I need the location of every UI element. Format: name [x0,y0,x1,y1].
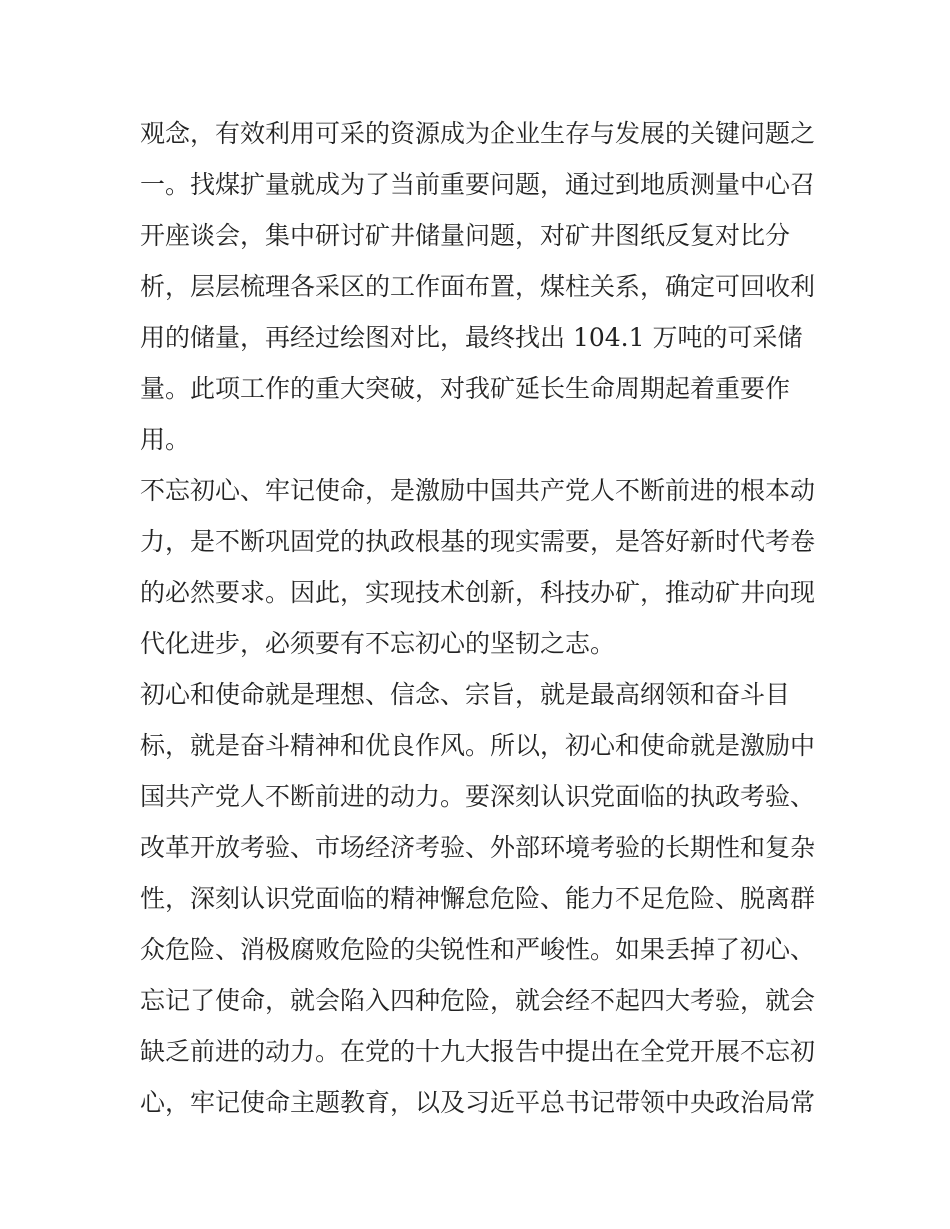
paragraph-2-line-1: 不忘初心、牢记使命，是激励中国共产党人不断前进的根本动 [140,476,816,505]
paragraph-3-line-1: 初心和使命就是理想、信念、宗旨，就是最高纲领和奋斗目 [140,680,791,709]
paragraph-1-line-6: 量。此项工作的重大突破，对我矿延长生命周期起着重要作 [140,374,791,403]
paragraph-3-line-4: 改革开放考验、市场经济考验、外部环境考验的长期性和复杂 [140,833,816,862]
paragraph-2-line-3: 的必然要求。因此，实现技术创新，科技办矿，推动矿井向现 [140,578,816,607]
paragraph-1-line-2: 一。找煤扩量就成为了当前重要问题，通过到地质测量中心召 [140,170,816,199]
paragraph-3-line-7: 忘记了使命，就会陷入四种危险，就会经不起四大考验，就会 [140,986,816,1015]
paragraph-3-line-9: 心，牢记使命主题教育，以及习近平总书记带领中央政治局常 [140,1088,816,1117]
paragraph-2-line-2: 力，是不断巩固党的执政根基的现实需要，是答好新时代考卷 [140,527,816,556]
paragraph-1-line-7: 用。 [140,425,191,454]
paragraph-3-line-6: 众危险、消极腐败危险的尖锐性和严峻性。如果丢掉了初心、 [140,935,816,964]
paragraph-1-line-4: 析，层层梳理各采区的工作面布置，煤柱关系，确定可回收利 [140,272,816,301]
paragraph-1-line-1: 观念，有效利用可采的资源成为企业生存与发展的关键问题之 [140,119,816,148]
document-body [140,108,815,1128]
paragraph-1-line-5: 用的储量，再经过绘图对比，最终找出 104.1 万吨的可采储 [140,323,803,352]
paragraph-1-line-3: 开座谈会，集中研讨矿井储量问题，对矿井图纸反复对比分 [140,221,791,250]
paragraph-3-line-3: 国共产党人不断前进的动力。要深刻认识党面临的执政考验、 [140,782,816,811]
paragraph-3-line-5: 性，深刻认识党面临的精神懈怠危险、能力不足危险、脱离群 [140,884,816,913]
paragraph-3-line-2: 标，就是奋斗精神和优良作风。所以，初心和使命就是激励中 [140,731,816,760]
paragraph-2-line-4: 代化进步，必须要有不忘初心的坚韧之志。 [140,629,616,658]
paragraph-3-line-8: 缺乏前进的动力。在党的十九大报告中提出在全党开展不忘初 [140,1037,816,1066]
